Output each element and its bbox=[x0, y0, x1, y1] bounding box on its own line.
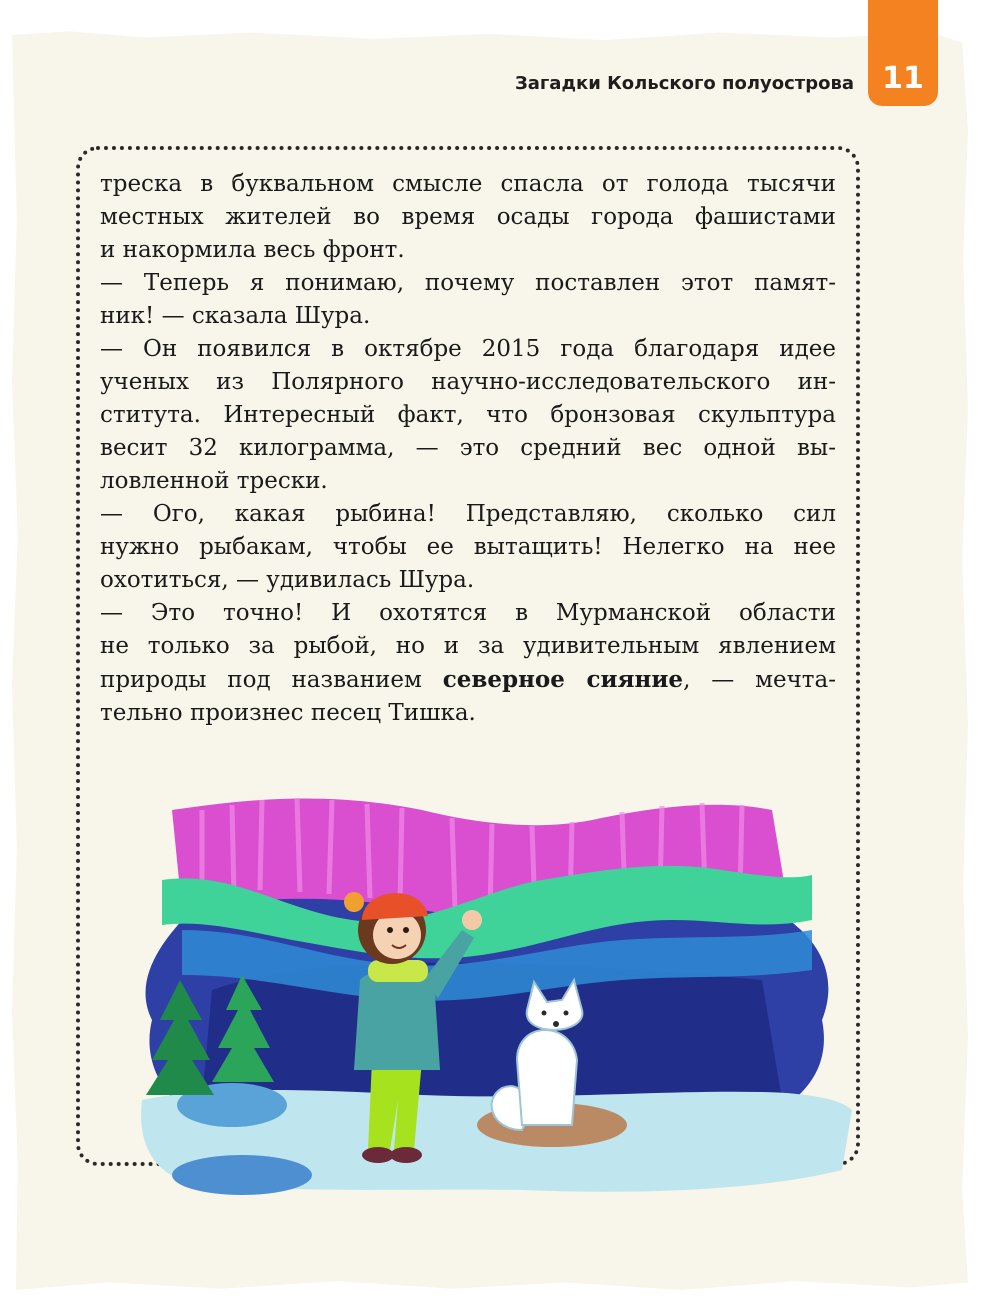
text-line-14: — Это точно! И охотятся в Мурманской области bbox=[100, 600, 836, 626]
text-line-1: треска в буквальном смысле спасла от голода тысячи bbox=[100, 171, 836, 197]
page-number: 11 bbox=[882, 61, 924, 96]
text-line-9: весит 32 килограмма, — это средний вес одной вы- bbox=[100, 435, 836, 461]
text-line-13: охотиться, — удивилась Шура. bbox=[100, 567, 475, 593]
text-line-2: местных жителей во время осады города фашистами bbox=[100, 204, 836, 230]
text-line-16-end: , — мечта- bbox=[683, 667, 837, 693]
page-number-tab bbox=[868, 0, 938, 106]
text-line-7: ученых из Полярного научно-исследовательского ин- bbox=[100, 369, 836, 395]
text-line-8: ститута. Интересный факт, что бронзовая скульптура bbox=[100, 402, 836, 428]
text-line-6: — Он появился в октябре 2015 года благодаря идее bbox=[100, 336, 836, 362]
text-line-16-start: природы под названием bbox=[100, 667, 422, 693]
text-line-11: — Ого, какая рыбина! Представляю, сколько сил bbox=[100, 501, 836, 527]
aurora-scene-graphic bbox=[122, 770, 862, 1210]
text-line-15: не только за рыбой, но и за удивительным явлением bbox=[100, 633, 836, 659]
text-line-17: тельно произнес песец Тишка. bbox=[100, 700, 476, 726]
text-line-4: — Теперь я понимаю, почему поставлен этот памят- bbox=[100, 270, 836, 296]
running-head: Загадки Кольского полуострова bbox=[514, 73, 854, 94]
blue-rock-front bbox=[172, 1155, 312, 1195]
text-line-16 bbox=[100, 663, 836, 697]
text-line-3: и накормила весь фронт. bbox=[100, 237, 405, 263]
text-line-5: ник! — сказала Шура. bbox=[100, 303, 371, 329]
body-text bbox=[100, 168, 836, 730]
aurora-illustration bbox=[122, 770, 862, 1210]
text-line-12: нужно рыбакам, чтобы ее вытащить! Нелегко на нее bbox=[100, 534, 836, 560]
text-line-10: ловленной трески. bbox=[100, 468, 328, 494]
fox-body bbox=[517, 1030, 577, 1125]
bold-term-northern-lights: северное сияние bbox=[442, 666, 684, 693]
